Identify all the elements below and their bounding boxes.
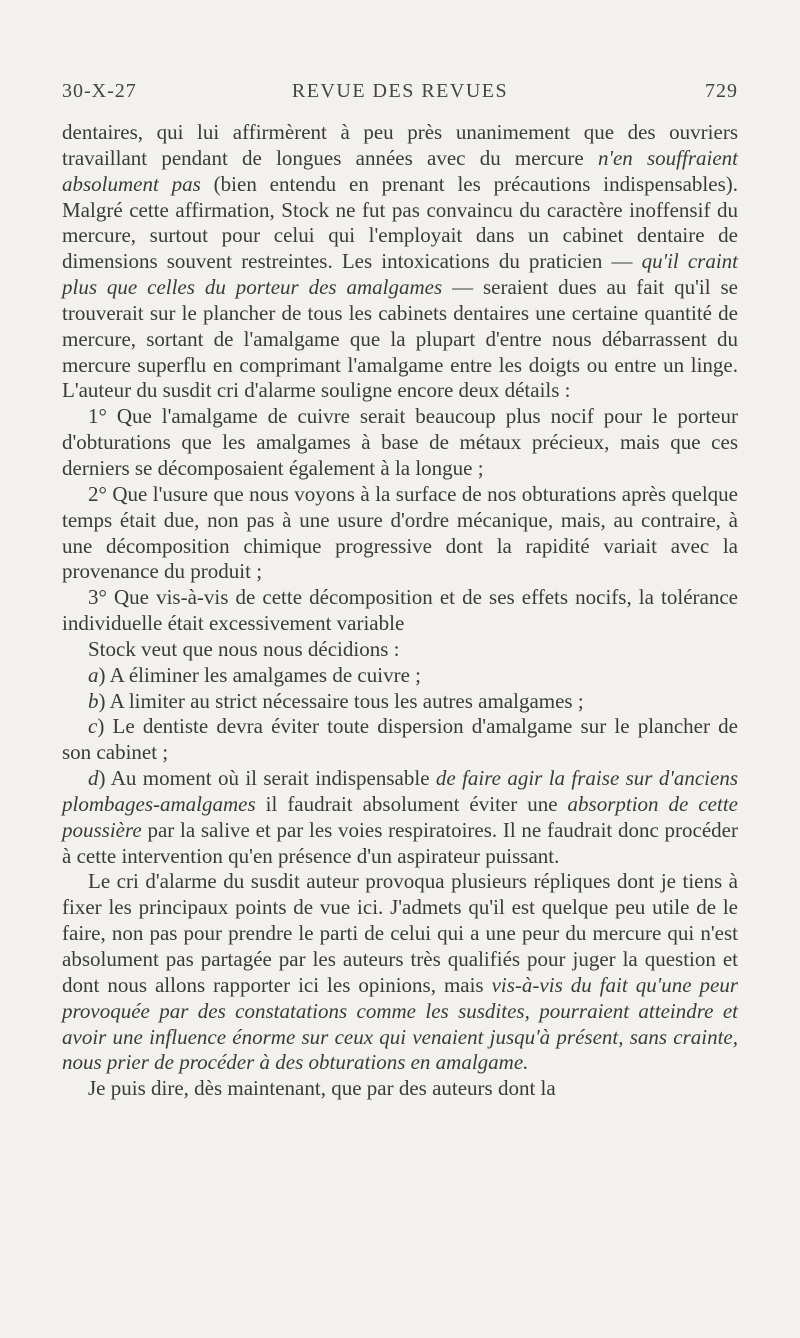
text-run: il faudrait absolument éviter une xyxy=(255,791,568,816)
text-run: Le cri d'alarme du susdit auteur provoqua plusieurs répliques dont je tiens à fixer les principaux points de vue ici. J'admets qu'il est quelque peu utile de le faire, non pas pour prendre le parti de celui qui a une peur du mercure qui n'est absolument pas partagée par les auteurs très qualifiés pour juger la question et dont nous allons rapporter ici les opinions, mais xyxy=(62,869,738,997)
list-item xyxy=(62,766,738,869)
text-run: — seraient dues au fait qu'il se trouverait sur le plancher de tous les cabinets dentaires une certaine quantité de mercure, sortant de l'amalgame que la plupart d'entre nous débarrassent du mercure superflu en comprimant l'amalgame entre les doigts ou entre un linge. L'auteur du susdit cri d'alarme souligne encore deux détails : xyxy=(62,275,738,403)
text-run: Je puis dire, dès maintenant, que par des auteurs dont la xyxy=(88,1076,556,1101)
paragraph xyxy=(62,585,738,637)
list-item xyxy=(62,714,738,766)
list-item xyxy=(62,689,738,715)
italic-text: n'en souffraient absolument pas xyxy=(62,145,738,196)
italic-text: vis-à-vis du fait qu'une peur provoquée par des constatations comme les susdites, pourraient atteindre et avoir une influence énorme sur ceux qui venaient jusqu'à présent, sans crainte, nous prier de procéder à des obturations en amalgame. xyxy=(62,972,738,1075)
text-run: ) Le dentiste devra éviter toute dispersion d'amalgame sur le plancher de son cabinet ; xyxy=(62,714,738,765)
italic-text: de faire agir la fraise sur d'anciens plombages-amalgames xyxy=(62,766,738,816)
italic-text: c xyxy=(88,714,98,739)
text-run: ) Au moment où il serait indispensable xyxy=(98,766,436,791)
paragraph xyxy=(62,637,738,663)
text-run: 3° Que vis-à-vis de cette décomposition et de ses effets nocifs, la tolérance individuelle était excessivement variable xyxy=(62,585,738,636)
italic-text: d xyxy=(88,766,99,791)
italic-text: b xyxy=(88,688,99,713)
text-run: par la salive et par les voies respiratoires. Il ne faudrait donc procéder à cette intervention qu'en présence d'un aspirateur puissant. xyxy=(62,817,738,868)
page-number: 729 xyxy=(705,80,738,102)
italic-text: a xyxy=(88,662,99,687)
text-run: 2° Que l'usure que nous voyons à la surface de nos obturations après quelque temps était due, non pas à une usure d'ordre mécanique, mais, au contraire, à une décomposition chimique progressive dont la rapidité variait avec la provenance du produit ; xyxy=(62,481,738,584)
paragraph xyxy=(62,482,738,585)
list-item xyxy=(62,663,738,689)
text-run: (bien entendu en prenant les précautions indispensables). Malgré cette affirmation, Stock ne fut pas convaincu du caractère inoffensif du mercure, surtout pour celui qui l'employait dans un cabinet dentaire de dimensions souvent restreintes. Les intoxications du praticien — xyxy=(62,171,739,274)
body-text xyxy=(62,120,738,1102)
text-run: 1° Que l'amalgame de cuivre serait beaucoup plus nocif pour le porteur d'obturations que les amalgames à base de métaux précieux, mais que ces derniers se décomposaient également à la longue ; xyxy=(62,404,738,480)
text-run: ) A limiter au strict nécessaire tous les autres amalgames ; xyxy=(98,688,584,713)
text-run: Stock veut que nous nous décidions : xyxy=(88,636,400,661)
paragraph xyxy=(62,120,738,404)
paragraph xyxy=(62,869,738,1076)
italic-text: qu'il craint plus que celles du porteur des amalgames xyxy=(62,249,738,300)
italic-text: absorption de cette poussière xyxy=(62,791,738,842)
paragraph xyxy=(62,404,738,482)
journal-title: REVUE DES REVUES xyxy=(291,80,509,102)
paragraph xyxy=(62,1076,738,1102)
text-run: dentaires, qui lui affirmèrent à peu près unanimement que des ouvriers travaillant pendant de longues années avec du mercure xyxy=(62,120,738,170)
text-run: ) A éliminer les amalgames de cuivre ; xyxy=(98,662,421,687)
header-date: 30-X-27 xyxy=(62,80,137,102)
